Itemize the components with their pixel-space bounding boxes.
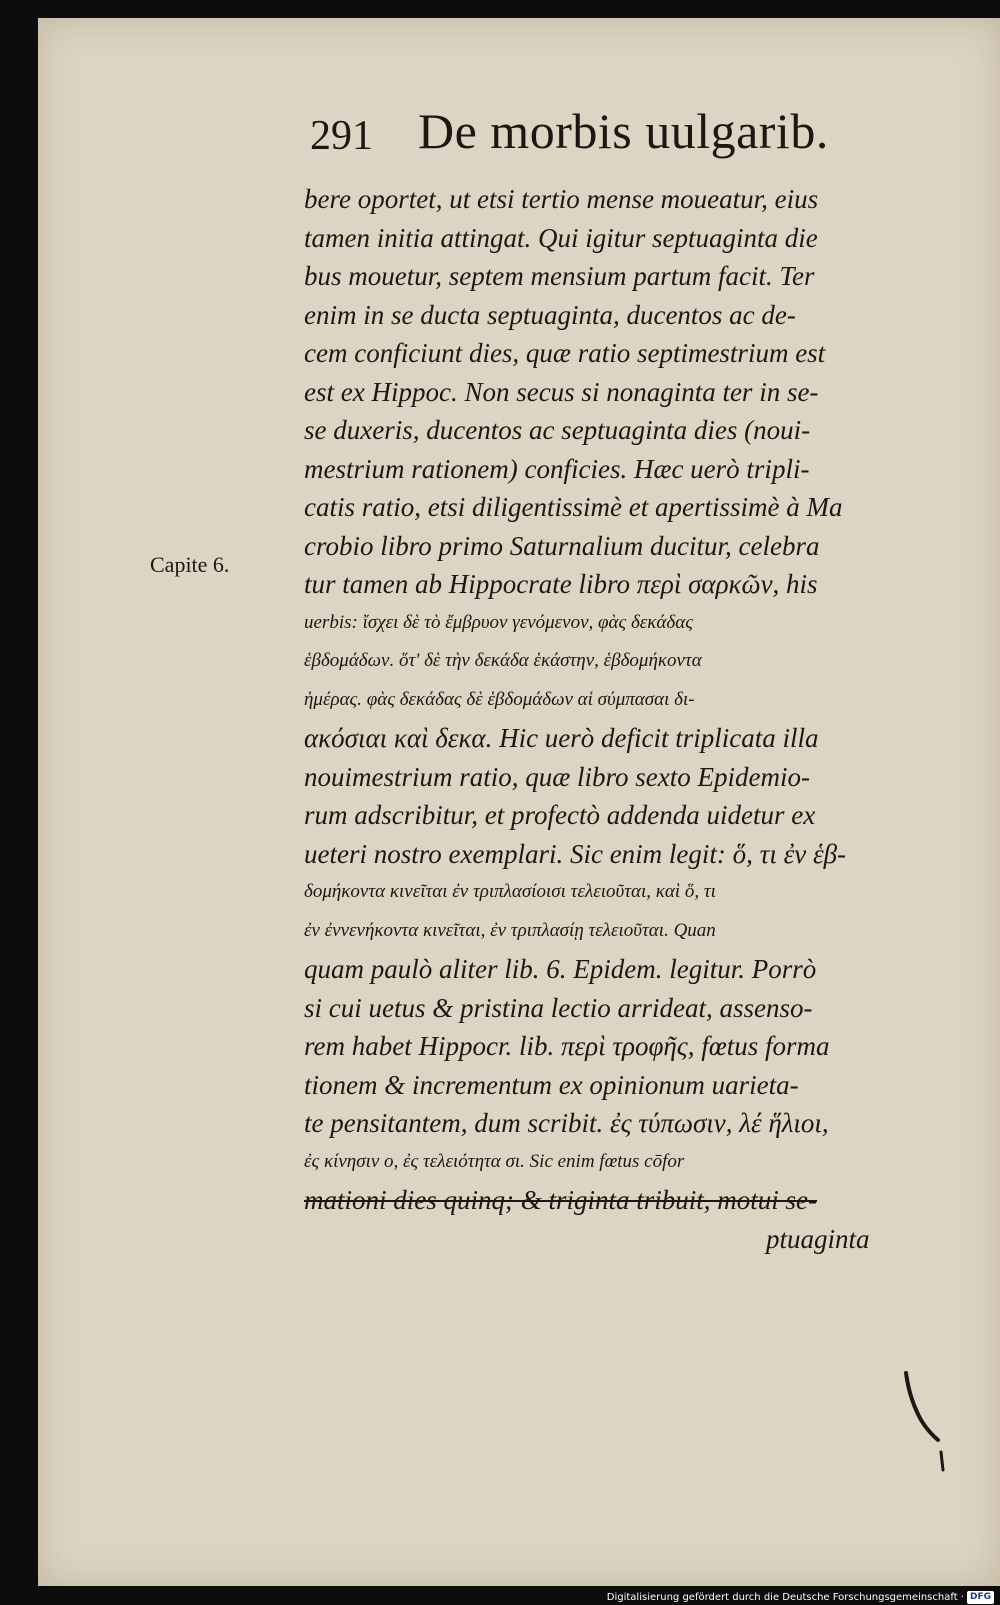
text-line: tamen initia attingat. Qui igitur septuaginta die — [304, 222, 818, 253]
text-line: cem conficiunt dies, quæ ratio septimestrium est — [304, 338, 826, 368]
text-line: ἡμέρας. φὰς δεκάδας δὲ ἑβδομάδων αἱ σύμπασαι δι- — [304, 688, 695, 710]
text-line: nouimestrium ratio, quæ libro sexto Epidemio- — [304, 761, 810, 792]
footer-text: Digitalisierung gefördert durch die Deutsche Forschungsgemeinschaft · — [606, 1592, 964, 1603]
text-line: ἑβδομάδων. ὅτ' δὲ τὴν δεκάδα ἑκάστην, ἑβδομήκοντα — [304, 650, 702, 671]
text-line: bere oportet, ut etsi tertio mense moueatur, eius — [304, 184, 819, 214]
running-title: De morbis uulgarib. — [418, 103, 829, 159]
digitization-credit — [607, 1591, 994, 1604]
text-line: si cui uetus & pristina lectio arrideat, assenso- — [304, 992, 813, 1023]
text-line: uerbis: ἴσχει δὲ τὸ ἔμβρυον γενόμενον, φὰς δεκάδας — [304, 611, 693, 633]
text-line: ἐς κίνησιν ο, ἐς τελειότητα σι. Sic enim fœtus cōfor — [304, 1150, 685, 1172]
text-line: rem habet Hippocr. lib. περὶ τροφῆς, fœtus forma — [304, 1031, 830, 1061]
text-line: est ex Hippoc. Non secus si nonaginta ter in se- — [304, 376, 819, 407]
catchword: ptuaginta — [766, 1224, 870, 1254]
text-line: tionem & incrementum ex opinionum uarieta- — [304, 1069, 799, 1100]
text-line: catis ratio, etsi diligentissimè et apertissimè à Ma — [304, 492, 843, 522]
text-line: crobio libro primo Saturnalium ducitur, celebra — [304, 530, 820, 561]
text-line: bus mouetur, septem mensium partum facit. Ter — [304, 261, 815, 291]
text-line: se duxeris, ducentos ac septuaginta dies (noui- — [304, 415, 811, 445]
text-line: δομήκοντα κινεῖται ἐν τριπλασίοισι τελειοῦται, καὶ ὅ, τι — [304, 881, 716, 902]
page-number: 291 — [310, 113, 373, 159]
struck-text-line: mationi dies quinq; & triginta tribuit, motui se- — [304, 1185, 817, 1215]
text-line: mestrium rationem) conficies. Hæc uerò tripli- — [304, 453, 810, 484]
text-line: enim in se ducta septuaginta, ducentos ac de- — [304, 299, 796, 330]
margin-note: Capite 6. — [150, 552, 230, 577]
text-line: rum adscribitur, et profectò addenda uidetur ex — [304, 800, 816, 830]
text-line: tur tamen ab Hippocrate libro περὶ σαρκῶν, his — [304, 569, 818, 599]
text-line: ακόσιαι καὶ δεκα. Hic uerò deficit triplicata illa — [304, 723, 819, 753]
text-line: ἐν ἐννενήκοντα κινεῖται, ἐν τριπλασίῃ τελειοῦται. Quan — [304, 919, 716, 941]
text-line: ueteri nostro exemplari. Sic enim legit: ὅ, τι ἐν ἑβ- — [304, 838, 847, 869]
text-line: te pensitantem, dum scribit. ἐς τύπωσιν, λέ ἥλιοι, — [304, 1108, 829, 1138]
dfg-logo: DFG — [967, 1591, 994, 1604]
text-line: quam paulò aliter lib. 6. Epidem. legitur. Porrò — [304, 954, 817, 984]
